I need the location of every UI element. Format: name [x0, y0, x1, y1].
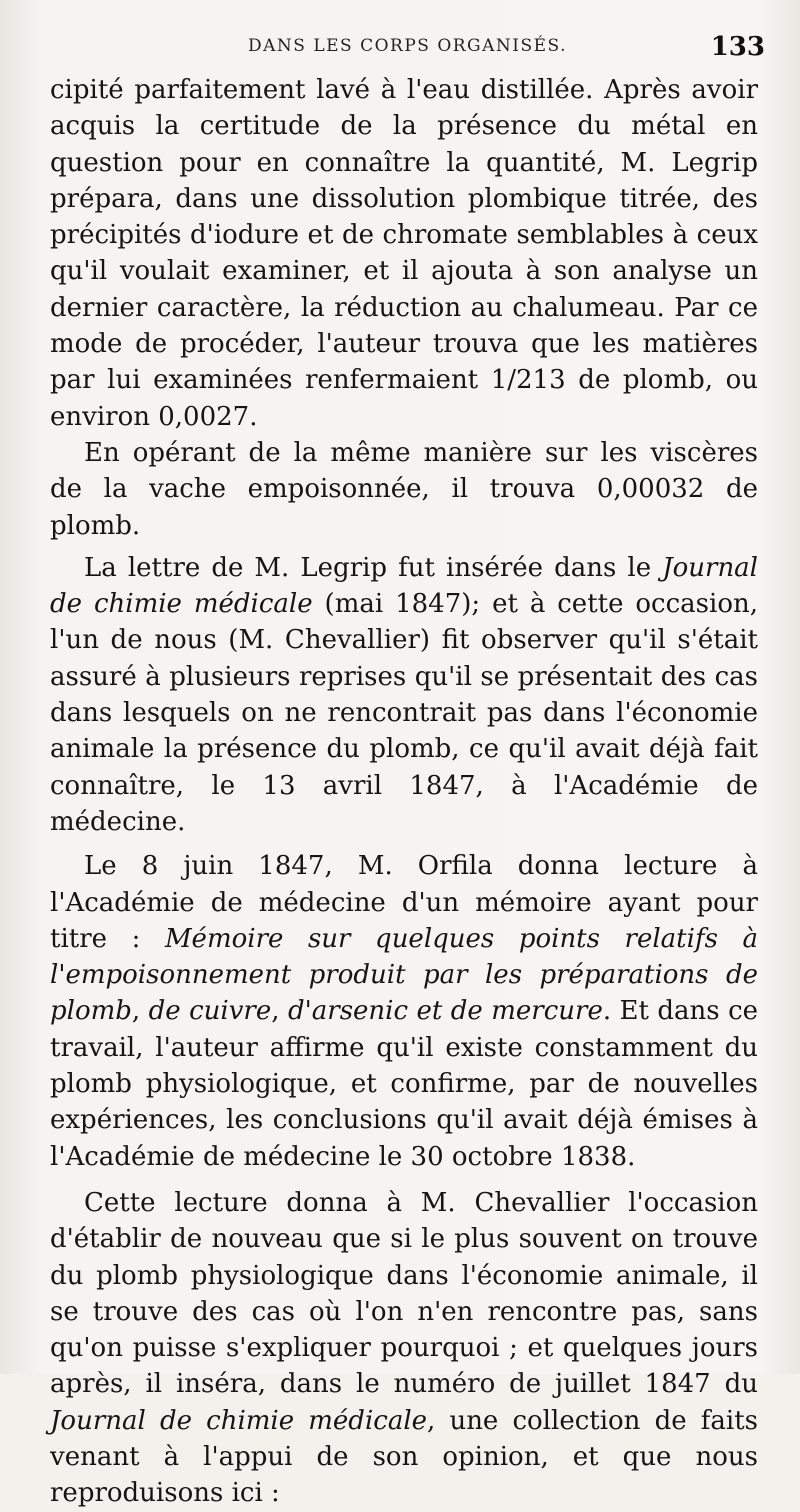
show-through-text-decoration	[56, 1234, 756, 1270]
paragraph-2: En opérant de la même manière sur les viscères de la vache empoisonnée, il trouva 0,00032 de plomb.	[50, 437, 758, 541]
memoir-title-italic-4: et de mercure	[416, 996, 603, 1027]
paragraph-4	[50, 848, 758, 1175]
paragraph-4-text-d	[408, 996, 416, 1026]
body-text	[50, 72, 758, 1512]
memoir-title-italic-3: d'arsenic	[287, 996, 409, 1027]
paragraph-4-text-e: . Et dans ce travail, l'auteur affirme qu'il existe constamment du plomb physiologique, et confirme, par de nouvelles expériences, les conclusions qu'il avait déjà émises à l'Académie de médecine le 30 octobre 1838.	[50, 996, 759, 1172]
paragraph-5-text-b: , une collection de faits venant à l'appui de son opinion, et que nous reproduisons ici :	[50, 1405, 758, 1509]
paragraph-5-text-a: Cette lecture donna à M. Chevallier l'occasion d'établir de nouveau que si le plus souvent on trouve du plomb physiologique dans l'économie animale, il se trouve des cas où l'on n'en rencontre pas, sans qu'on puisse s'expliquer pourquoi ; et quelques jours après, il inséra, dans le numéro de juillet 1847 du	[50, 1187, 758, 1400]
paragraph-4-text-c: ,	[271, 996, 288, 1027]
paragraph-3-text-a: La lettre de M. Legrip fut insérée dans le	[84, 552, 663, 583]
paragraph-3-text-b: (mai 1847); et à cette occasion, l'un de nous (M. Chevallier) fit observer qu'il s'était assuré à plusieurs reprises qu'il se présentait des cas dans lesquels on ne rencontrait pas dans l'économie animale la présence du plomb, ce qu'il avait déjà fait connaître, le 13 avril 1847, à l'Académie de médecine.	[50, 589, 758, 837]
journal-title-italic-2: Journal de chimie médicale	[50, 1405, 428, 1436]
memoir-title-italic: Mémoire sur quelques points relatifs à l'empoisonnement produit par les préparations de plomb	[50, 923, 758, 1027]
memoir-title-italic-2: de cuivre	[148, 996, 272, 1027]
paragraph-4-text-b: ,	[131, 996, 149, 1027]
page-number: 133	[710, 32, 765, 62]
page-header	[50, 30, 765, 66]
paragraph-4-text-a: Le 8 juin 1847, M. Orfila donna lecture à l'Académie de médecine d'un mémoire ayant pour titre :	[50, 851, 758, 954]
paragraph-1: cipité parfaitement lavé à l'eau distillée. Après avoir acquis la certitude de la présence du métal en question pour en connaître la quantité, M. Legrip prépara, dans une dissolution plombique titrée, des précipités d'iodure et de chromate semblables à ceux qu'il voulait examiner, et il ajouta à son analyse un dernier caractère, la réduction au chalumeau. Par ce mode de procéder, l'auteur trouva que les matières par lui examinées renfermaient 1/213 de plomb, ou environ 0,0027.	[50, 75, 758, 432]
running-head: DANS LES CORPS ORGANISÉS.	[248, 36, 567, 56]
journal-title-italic: Journal de chimie médicale	[50, 552, 758, 620]
paragraph-3	[50, 550, 758, 840]
